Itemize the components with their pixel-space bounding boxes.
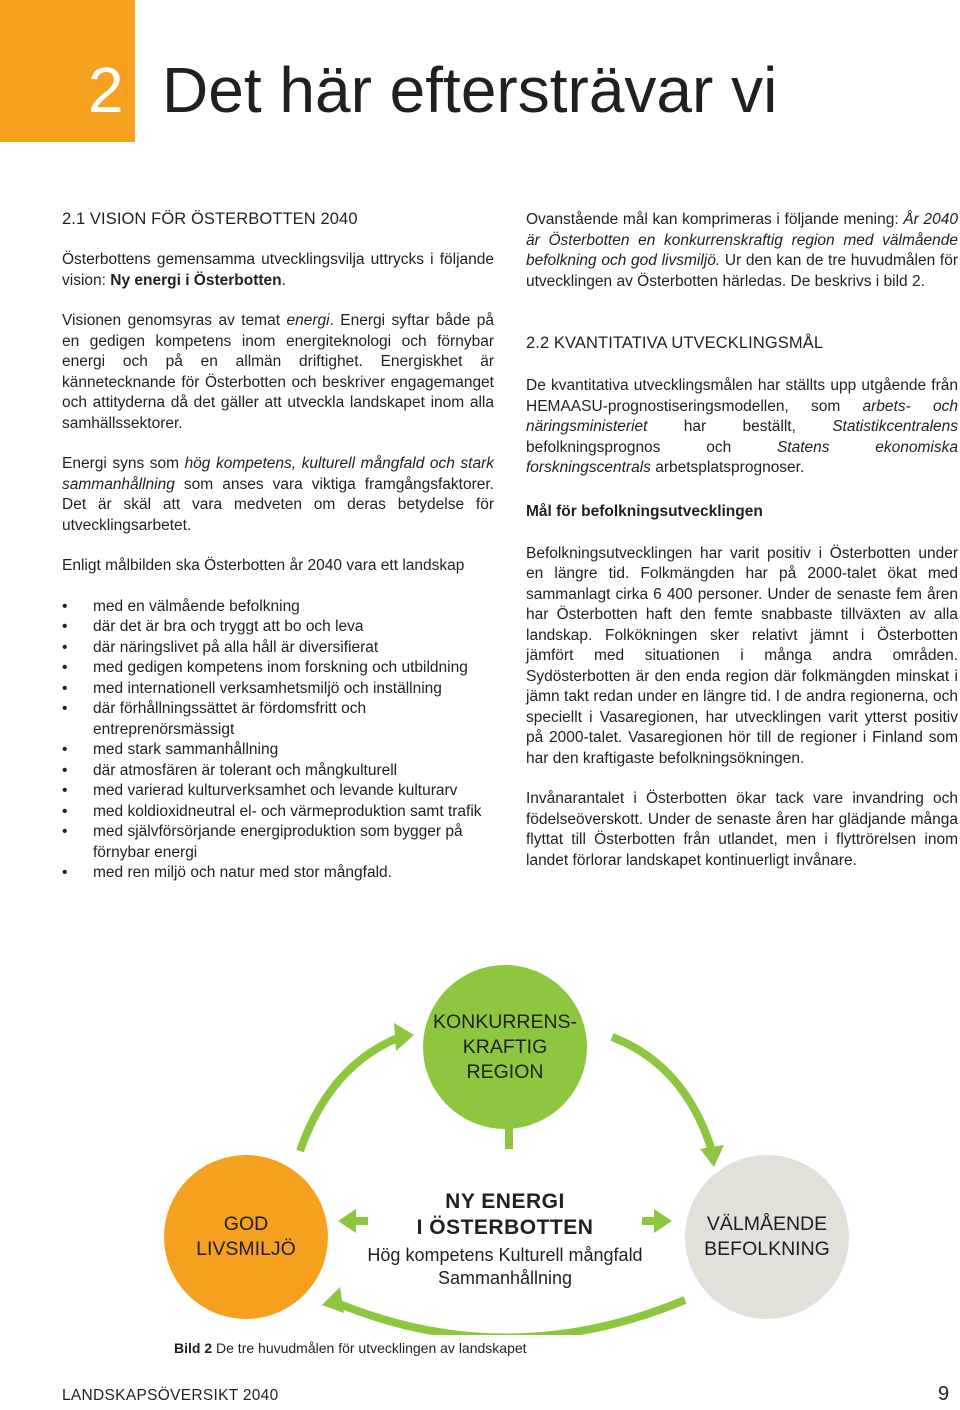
right-column [526, 210, 958, 871]
footer-publication-title: LANDSKAPSÖVERSIKT 2040 [62, 1387, 279, 1404]
arrowhead-top-left-icon [394, 1023, 414, 1051]
arc-left-to-right-icon [330, 1300, 685, 1335]
page-number: 9 [938, 1383, 950, 1405]
arrowhead-bottom-icon [322, 1287, 344, 1313]
list-item: • med internationell verksamhetsmiljö och inställning [62, 679, 494, 700]
list-item: • där näringslivet på alla håll är diversifierat [62, 638, 494, 659]
paragraph-summary-sentence: Ovanstående mål kan komprimeras i följande mening: År 2040 är Österbotten en konkurrenskraftig region med välmående befolkning och god livsmiljö. Ur den kan de tre huvudmålen för utvecklingen av Österbotten härledas. De beskrivs i bild 2. [526, 211, 959, 290]
figure-caption: Bild 2 De tre huvudmålen för utvecklingen av landskapet [174, 1340, 527, 1356]
list-item: • med gedigen kompetens inom forskning och utbildning [62, 658, 494, 679]
arc-top-to-right-icon [612, 1037, 712, 1151]
center-subtitle: Hög kompetens Kulturell mångfald Sammanhållning [367, 1245, 643, 1288]
goal-good-living-environment: GOD LIVSMILJÖ [164, 1155, 328, 1319]
list-item: • med stark sammanhållning [62, 740, 494, 761]
three-goals-diagram [0, 955, 960, 1335]
paragraph-population-development: Befolkningsutvecklingen har varit positiv i Österbotten under en längre tid. Folkmängden har på 2000-talet ökat med sammanlagt cirka 6 400 personer. Under de senaste fem åren har Österbotten haft den femte snabbaste tillväxten av alla landskap. Folkökningen sker relativt jämnt i Österbotten jämfört med situationen i många andra områden. Sydösterbotten är den enda region där folkmängden minskat i jämn takt redan under en längre tid. I de andra regionerna, och speciellt i Vasaregionen, har utvecklingen varit ytterst positiv på 2000-talet. Vasaregionen hör till de regioner i Finland som har den kraftigaste befolkningsökningen. [526, 544, 958, 767]
center-title: NY ENERGI I ÖSTERBOTTEN [416, 1190, 594, 1239]
center-vision-label [350, 1189, 660, 1290]
paragraph-vision-intro: Österbottens gemensamma utvecklingsvilja uttrycks i följande vision: Ny energi i Österbotten. [62, 251, 494, 289]
left-column [62, 208, 494, 884]
arrowhead-top-right-icon [700, 1145, 724, 1167]
list-item: • med självförsörjande energiproduktion som bygger på förnybar energi [62, 822, 494, 863]
section-heading-quantitative: 2.2 KVANTITATIVA UTVECKLINGSMÅL [526, 334, 824, 352]
list-item: • med varierad kulturverksamhet och levande kulturarv [62, 781, 494, 802]
vision-bullet-list [62, 597, 494, 884]
paragraph-quantitative-goals: De kvantitativa utvecklingsmålen har ställts upp utgående från HEMAASU-prognostiseringsmodellen, som arbets- och näringsministeriet har beställt, Statistikcentralens befolkningsprognos och Statens ekonomiska forskningscentrals arbetsplatsprognoser. [526, 377, 958, 476]
goal-competitive-region: KONKURRENS- KRAFTIG REGION [423, 965, 587, 1129]
list-item: • där atmosfären är tolerant och mångkulturell [62, 761, 494, 782]
vision-bold: Ny energi i Österbotten [110, 271, 282, 289]
paragraph-target-image: Enligt målbilden ska Österbotten år 2040 vara ett landskap [62, 557, 465, 574]
arc-left-to-top-icon [300, 1037, 400, 1151]
list-item: • med ren miljö och natur med stor mångfald. [62, 863, 494, 884]
list-item: • med en välmående befolkning [62, 597, 494, 618]
subheading-population-goals: Mål för befolkningsutvecklingen [526, 502, 763, 520]
section-heading-vision: 2.1 VISION FÖR ÖSTERBOTTEN 2040 [62, 210, 358, 228]
paragraph-success-factors: Energi syns som hög kompetens, kulturell mångfald och stark sammanhållning som anses vara viktiga framgångsfaktorer. Det är skäl att vara medveten om deras betydelse för utvecklingsarbetet. [62, 455, 494, 534]
paragraph-energy-theme: Visionen genomsyras av temat energi. Energi syftar både på en gedigen kompetens inom energiteknologi och förnybar energi och på en allmän driftighet. Energiskhet är kännetecknande för Österbotten och beskriver engagemanget och attityderna då det gäller att utveckla landskapet inom alla samhällssektorer. [62, 312, 494, 432]
list-item: • där det är bra och tryggt att bo och leva [62, 617, 494, 638]
list-item: • med koldioxidneutral el- och värmeproduktion samt trafik [62, 802, 494, 823]
chapter-title: Det här eftersträvar vi [162, 54, 778, 126]
list-item: • där förhållningssättet är fördomsfritt och entreprenörsmässigt [62, 699, 494, 740]
chapter-number-box [0, 0, 135, 142]
chapter-number: 2 [88, 54, 124, 126]
paragraph-immigration: Invånarantalet i Österbotten ökar tack vare invandring och födelseöverskott. Under de senaste åren har glädjande många flyttat till Österbotten från utlandet, men i flyttrörelsen inom landet förlorar landskapet kontinuerligt invånare. [526, 790, 958, 869]
goal-healthy-population: VÄLMÅENDE BEFOLKNING [685, 1155, 849, 1319]
